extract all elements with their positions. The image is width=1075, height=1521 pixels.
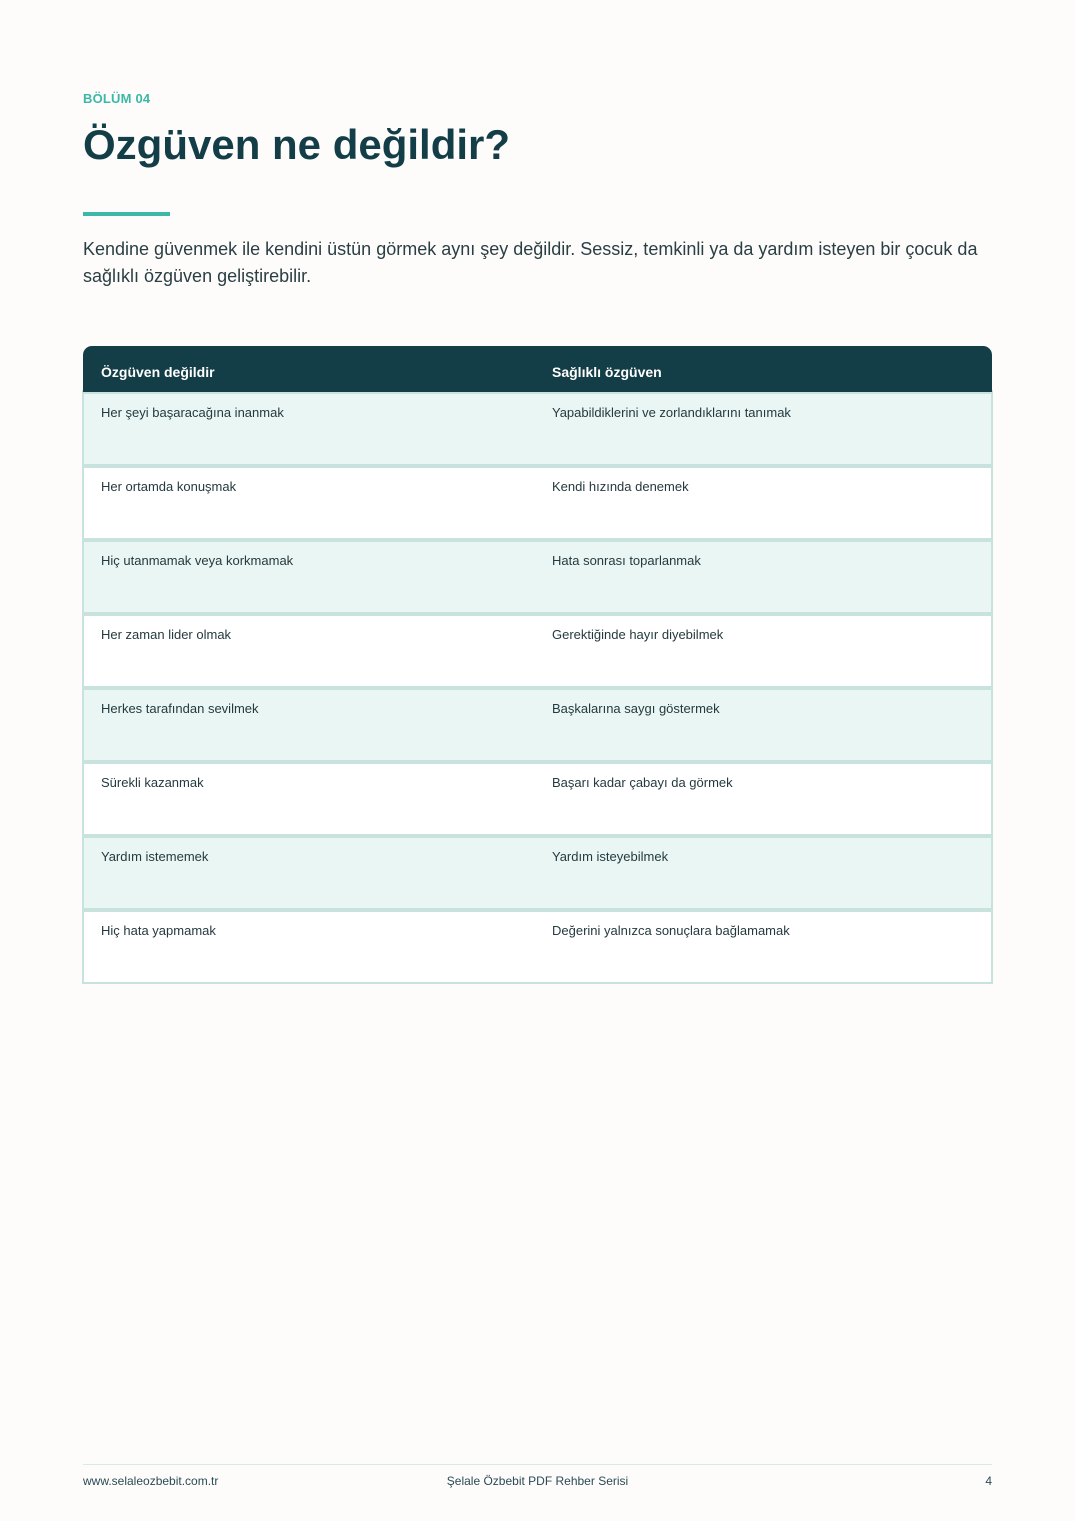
intro-paragraph: Kendine güvenmek ile kendini üstün görmek aynı şey değildir. Sessiz, temkinli ya da yardım isteyen bir çocuk da sağlıklı özgüven geliştirebilir. [83, 239, 978, 286]
table-row [84, 838, 991, 908]
column-header-not-confidence: Özgüven değildir [101, 364, 215, 380]
table-cell: Yardım isteyebilmek [552, 849, 669, 864]
accent-divider [83, 212, 170, 216]
table-row [84, 690, 991, 760]
comparison-table [83, 346, 992, 984]
table-row [84, 394, 991, 464]
table-cell: Yapabildiklerini ve zorlandıklarını tanımak [552, 405, 791, 420]
table-row [84, 616, 991, 686]
table-cell: Hiç utanmamak veya korkmamak [101, 553, 294, 568]
table-cell: Hiç hata yapmamak [101, 923, 216, 938]
table-cell: Kendi hızında denemek [552, 479, 689, 494]
table-cell: Yardım istememek [101, 849, 209, 864]
table-row [84, 912, 991, 982]
table-row [84, 468, 991, 538]
section-label: BÖLÜM 04 [83, 91, 151, 106]
table-cell: Başarı kadar çabayı da görmek [552, 775, 733, 790]
table-cell: Sürekli kazanmak [101, 775, 204, 790]
table-cell: Değerini yalnızca sonuçlara bağlamamak [552, 923, 790, 938]
table-cell: Gerektiğinde hayır diyebilmek [552, 627, 724, 642]
table-cell: Herkes tarafından sevilmek [101, 701, 259, 716]
footer-website-link[interactable]: www.selaleozbebit.com.tr [83, 1474, 219, 1488]
table-cell: Hata sonrası toparlanmak [552, 553, 701, 568]
table-row [84, 542, 991, 612]
footer-series-title: Şelale Özbebit PDF Rehber Serisi [446, 1474, 629, 1488]
footer-divider [83, 1464, 992, 1465]
table-row [84, 764, 991, 834]
table-cell: Her şeyi başaracağına inanmak [101, 405, 284, 420]
page-title: Özgüven ne değildir? [83, 121, 511, 168]
column-header-healthy-confidence: Sağlıklı özgüven [552, 364, 662, 380]
footer-page-number: 4 [985, 1474, 992, 1488]
table-header [83, 346, 992, 392]
table-body [82, 390, 993, 984]
table-cell: Her ortamda konuşmak [101, 479, 237, 494]
table-cell: Her zaman lider olmak [101, 627, 232, 642]
table-cell: Başkalarına saygı göstermek [552, 701, 720, 716]
